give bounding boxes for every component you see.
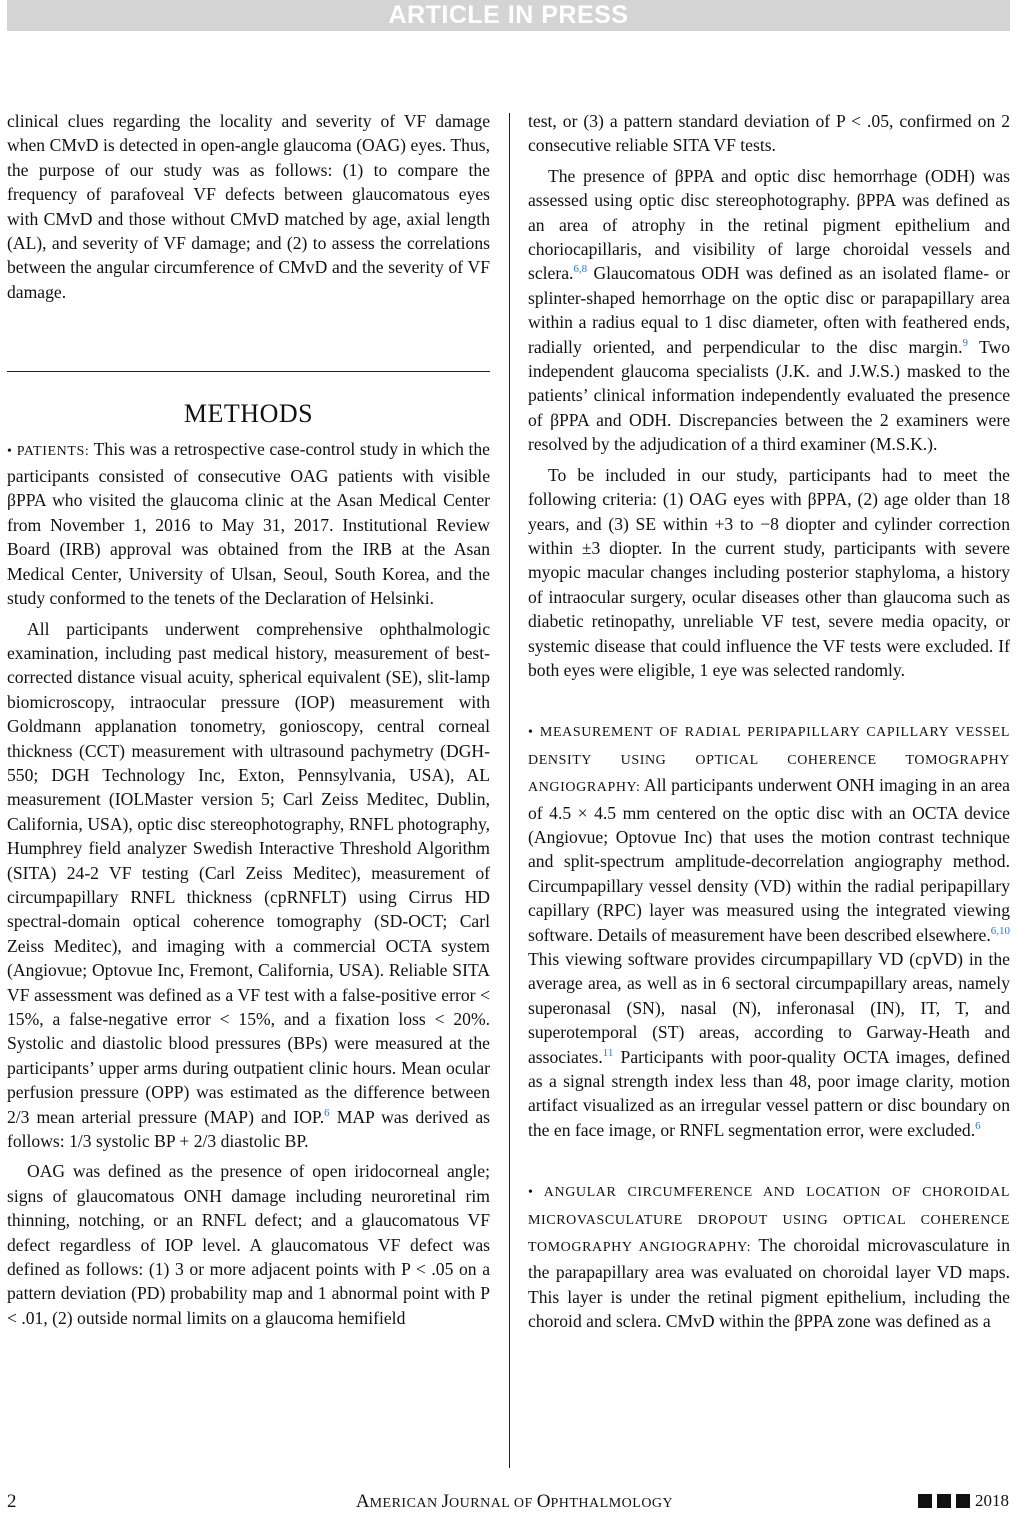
citation-link[interactable]: 9 [962,336,968,349]
patients-label: • PATIENTS: [7,443,90,459]
angular-circumference-paragraph: • ANGULAR CIRCUMFERENCE AND LOCATION OF CHOROIDAL MICROVASCULATURE DROPOUT USING OPTICAL COHERENCE TOMOGRAPHY ANGIOGRAPHY: The choroidal microvasculature in the parapapillary area was evaluated on choroidal layer VD maps. This layer is under the retinal pigment epithelium, including the choroid and sclera. CMvD within the βPPA zone was defined as a [528,1185,1010,1332]
article-in-press-banner: ARTICLE IN PRESS [7,0,1010,31]
citation-link[interactable]: 6 [324,1106,330,1119]
issue-info [918,1491,1009,1511]
year: 2018 [975,1491,1009,1510]
intro-paragraph: clinical clues regarding the locality and severity of VF damage when CMvD is detected in open-angle glaucoma (OAG) eyes. Thus, the purpose of our study was as follows: (1) to compare the frequency of parafoveal VF defects between glaucomatous eyes with CMvD and those without CMvD matched by age, axial length (AL), and severity of VF damage; and (2) to assess the correlations between the angular circumference of CMvD and the severity of VF damage. [7,111,490,302]
measurement-label: • MEASUREMENT OF RADIAL PERIPAPILLARY CAPILLARY VESSEL DENSITY USING OPTICAL COHERENCE TOMOGRAPHY ANGIOGRAPHY: [528,725,1010,796]
angular-circumference-label: • ANGULAR CIRCUMFERENCE AND LOCATION OF CHOROIDAL MICROVASCULATURE DROPOUT USING OPTICAL COHERENCE TOMOGRAPHY ANGIOGRAPHY: [528,1185,1010,1256]
left-column [7,109,490,1330]
oag-definition-paragraph: OAG was defined as the presence of open iridocorneal angle; signs of glaucomatous ONH damage including neuroretinal rim thinning, notching, or an RNFL defect; and a glaucomatous VF defect regardless of IOP level. A glaucomatous VF defect was defined as follows: (1) 3 or more adjacent points with P < .05 on a pattern deviation (PD) probability map and 1 abnormal point with P < .01, (2) outside normal limits on a glaucoma hemifield [7,1161,490,1328]
issue-placeholder-square [956,1494,970,1508]
odh-paragraph: The presence of βPPA and optic disc hemorrhage (ODH) was assessed using optic disc stereophotography. βPPA was defined as an area of atrophy in the retinal pigment epithelium and choriocapillaris, and visibility of large choroidal vessels and sclera.$^{6,8}$ Glaucomatous ODH was defined as an isolated flame- or splinter-shaped hemorrhage on the optic disc or parapapillary area within a radius equal to 1 disc diameter, often with feathered ends, radially oriented, and perpendicular to the disc margin.$^9$ Two independent glaucoma specialists (J.K. and J.W.S.) masked to the patients’ clinical information independently evaluated the presence of βPPA and ODH. Discrepancies between the 2 examiners were resolved by the adjudication of a third examiner (M.S.K.). [528,165,1010,455]
page-number: 2 [7,1491,17,1512]
patients-paragraph: • PATIENTS: This was a retrospective case-control study in which the participants consisted of consecutive OAG patients with visible βPPA who visited the glaucoma clinic at the Asan Medical Center from November 1, 2016 to May 31, 2017. Institutional Review Board (IRB) approval was obtained from the IRB at the Asan Medical Center, University of Ulsan, Seoul, South Korea, and the study conformed to the tenets of the Declaration of Helsinki. [7,438,490,609]
section-divider [7,371,490,372]
measurement-paragraph: • MEASUREMENT OF RADIAL PERIPAPILLARY CAPILLARY VESSEL DENSITY USING OPTICAL COHERENCE TOMOGRAPHY ANGIOGRAPHY: All participants underwent ONH imaging in an area of 4.5 × 4.5 mm centered on the optic disc with an OCTA device (Angiovue; Optovue Inc) that uses the motion contrast technique and split-spectrum amplitude-decorrelation angiography method. Circumpapillary vessel density (VD) within the radial peripapillary capillary (RPC) layer was measured using the integrated viewing software. Details of measurement have been described elsewhere.$^{6,10}$ This viewing software provides circumpapillary VD (cpVD) in the average area, as well as in 6 sectoral circumpapillary areas, namely superonasal (SN), nasal (N), inferonasal (IN), IT, T, and superotemporal (ST) areas, according to Garway-Heath and associates.$^{11}$ Participants with poor-quality OCTA images, defined as a signal strength index less than 48, poor image clarity, motion artifact visualized as an irregular vessel pattern or disc boundary on the en face image, or RNFL segmentation error, were excluded.$^6$ [528,725,1010,1140]
right-column [528,109,1010,1334]
methods-heading: METHODS [183,399,314,429]
journal-name: AMERICAN JOURNAL OF OPHTHALMOLOGY [355,1491,674,1512]
column-rule [509,113,510,1468]
examination-paragraph: All participants underwent comprehensive ophthalmologic examination, including past medical history, measurement of best-corrected distance visual acuity, spherical equivalent (SE), slit-lamp biomicroscopy, intraocular pressure (IOP) measurement with Goldmann applanation tonometry, gonioscopy, central corneal thickness (CCT) measurement with ultrasound pachymetry (DGH-550; DGH Technology Inc, Exton, Pennsylvania, USA), AL measurement (IOLMaster version 5; Carl Zeiss Meditec, Dublin, California, USA), optic disc stereophotography, RNFL photography, Humphrey field analyzer Swedish Interactive Threshold Algorithm (SITA) 24-2 VF testing (Carl Zeiss Meditec), measurement of circumpapillary RNFL thickness (cpRNFLT) using Cirrus HD spectral-domain optical coherence tomography (SD-OCT; Carl Zeiss Meditec), and imaging with a commercial OCTA system (Angiovue; Optovue Inc, Fremont, California, USA). Reliable SITA VF assessment was defined as a VF test with a false-positive error < 15%, a false-negative error < 15%, and a fixation loss < 20%. Systolic and diastolic blood pressures (BPs) were measured at the participants’ upper arms during outpatient clinic hours. Mean ocular perfusion pressure (OPP) was estimated as the difference between 2/3 mean arterial pressure (MAP) and IOP.$^6$ MAP was derived as follows: 1/3 systolic BP + 2/3 diastolic BP. [7,618,490,1152]
citation-link[interactable]: 6 [975,1119,981,1132]
inclusion-criteria-paragraph: To be included in our study, participants had to meet the following criteria: (1) OAG eyes with βPPA, (2) age older than 18 years, and (3) SE within +3 to −8 diopter and cylinder correction within ±3 diopter. In the current study, participants with severe myopic macular changes including posterior staphyloma, a history of intraocular surgery, ocular diseases other than glaucoma such as diabetic retinopathy, unreliable VF test, severe media opacity, or systemic disease that could influence the VF tests were excluded. If both eyes were eligible, 1 eye was selected randomly. [528,464,1010,680]
citation-link[interactable]: 11 [602,1046,614,1059]
citation-link[interactable]: 6,10 [990,924,1010,937]
issue-placeholder-square [937,1494,951,1508]
citation-link[interactable]: 6,8 [573,263,588,276]
continuation-paragraph: test, or (3) a pattern standard deviation of P < .05, confirmed on 2 consecutive reliable SITA VF tests. [528,111,1010,156]
issue-placeholder-square [918,1494,932,1508]
